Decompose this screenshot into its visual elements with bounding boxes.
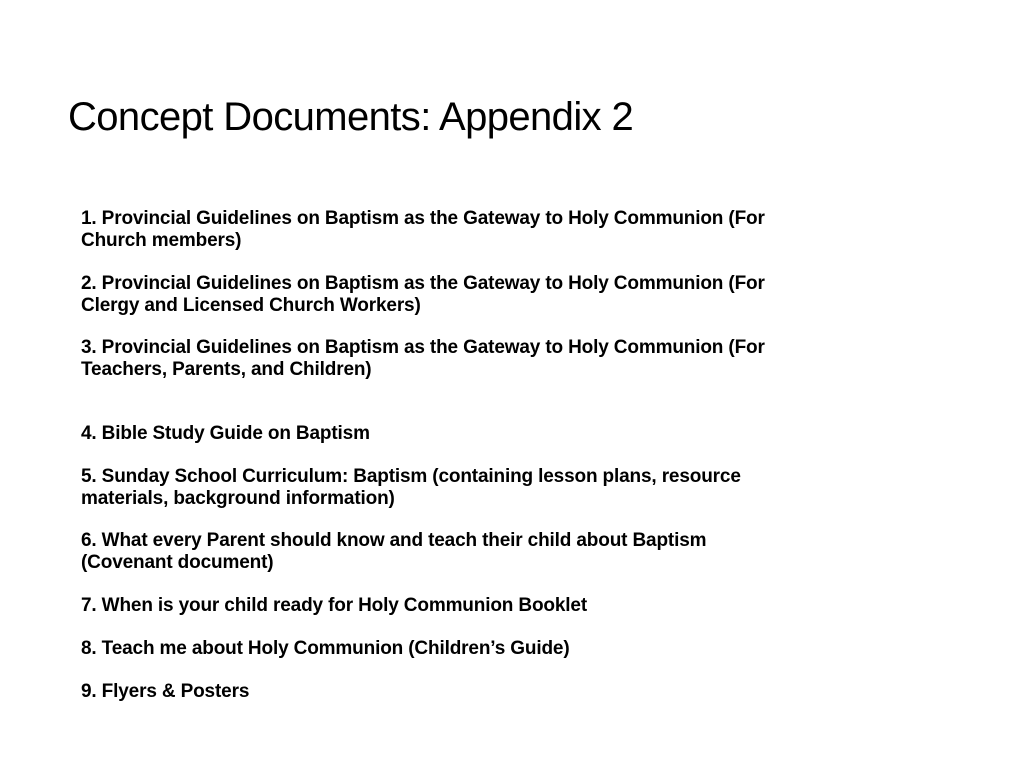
- document-item-4: 4. Bible Study Guide on Baptism: [81, 423, 370, 444]
- document-item-7: 7. When is your child ready for Holy Communion Booklet: [81, 595, 588, 616]
- document-item-3: 3. Provincial Guidelines on Baptism as the Gateway to Holy Communion (For Teachers, Parents, and Children): [81, 337, 765, 380]
- document-item-9: 9. Flyers & Posters: [81, 681, 250, 702]
- document-item-6: 6. What every Parent should know and teach their child about Baptism (Covenant document): [81, 530, 707, 573]
- document-item-5: 5. Sunday School Curriculum: Baptism (containing lesson plans, resource materials, background information): [81, 466, 741, 509]
- slide-title: Concept Documents: Appendix 2: [68, 94, 634, 139]
- document-item-2: 2. Provincial Guidelines on Baptism as the Gateway to Holy Communion (For Clergy and Licensed Church Workers): [81, 273, 765, 316]
- document-item-8: 8. Teach me about Holy Communion (Children’s Guide): [81, 638, 570, 659]
- document-item-1: 1. Provincial Guidelines on Baptism as the Gateway to Holy Communion (For Church members): [81, 208, 765, 251]
